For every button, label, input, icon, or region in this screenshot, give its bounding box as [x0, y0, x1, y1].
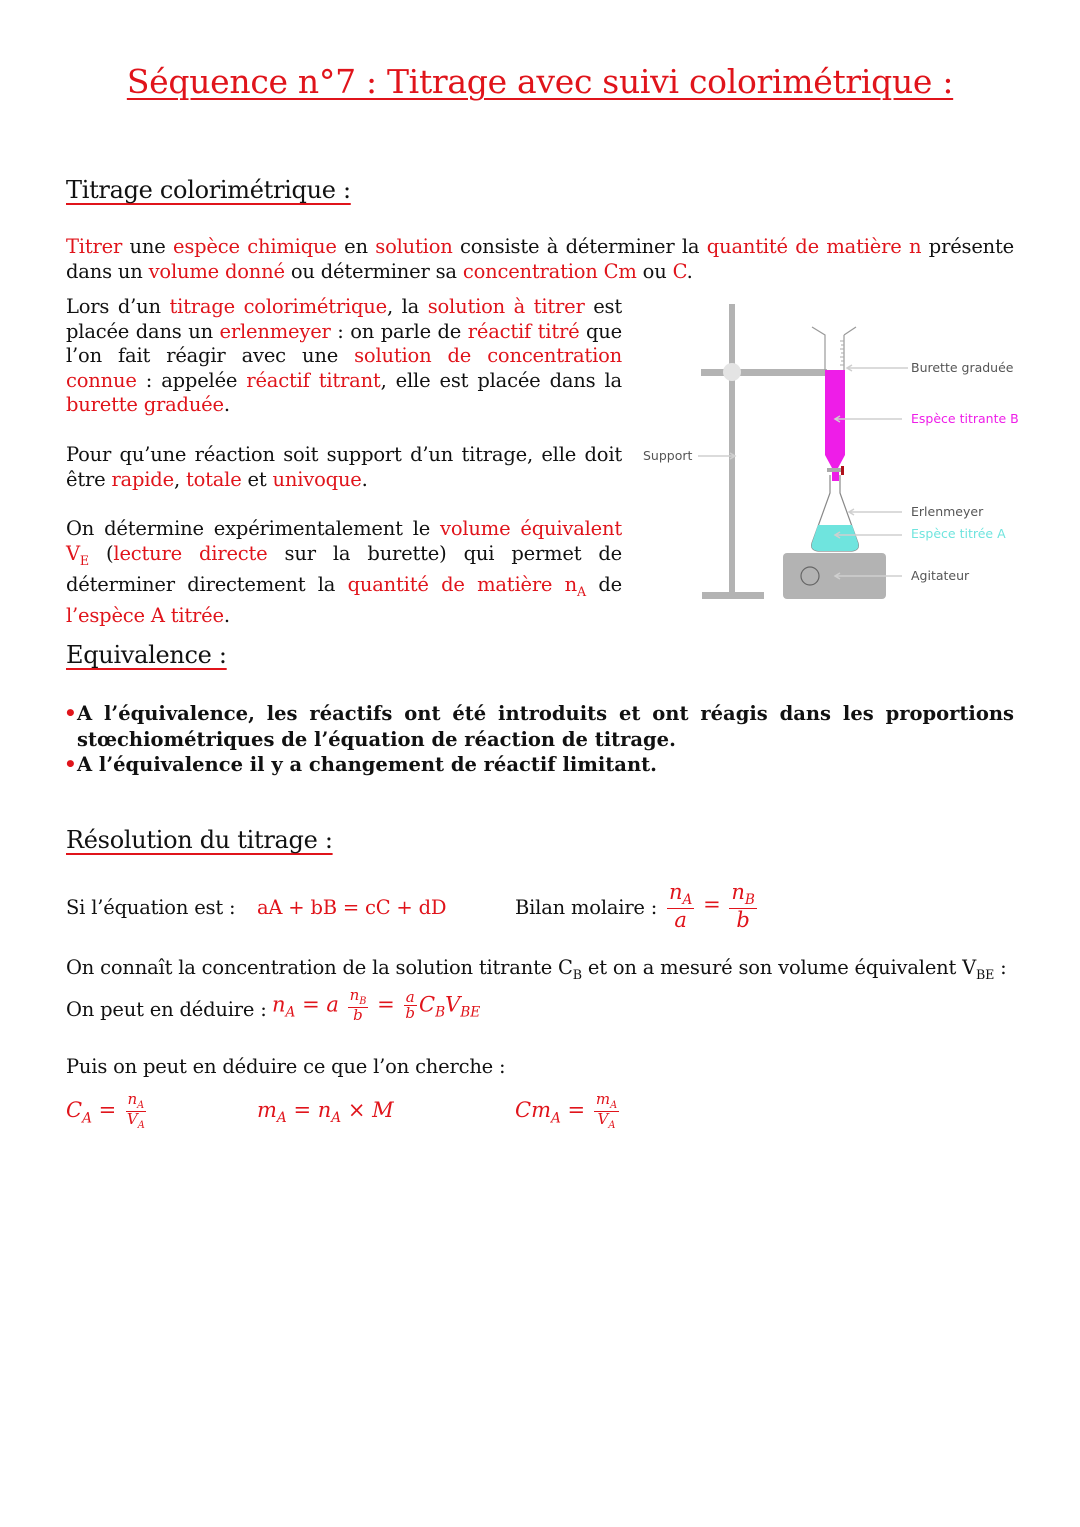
section-heading-resolution: Résolution du titrage :: [66, 826, 333, 854]
deduce-formula: $n_A = a$ $\frac{n_B}{b}$ = $\frac{a}{b}$ $C_BV_{BE}$: [272, 986, 481, 1025]
then-text: Puis on peut en déduire ce que l’on cherche :: [66, 1055, 506, 1078]
bilan-label: Bilan molaire :: [515, 896, 658, 919]
paragraph-conditions: Pour qu’une réaction soit support d’un titrage, elle doit être rapide, totale et univoque.: [66, 443, 622, 491]
section-heading-equivalence: Equivalence :: [66, 641, 227, 669]
bilan-formula: $\frac{n_A}{a}$ = $\frac{n_B}{b}$: [669, 880, 755, 932]
support-base: [702, 592, 764, 599]
known-concentration-text: On connaît la concentration de la solution titrante $C_B$ et on a mesuré son volume équivalent $V_{BE}$ :: [66, 956, 1007, 982]
clamp-knob: [723, 363, 741, 381]
bullet-icon: •: [64, 701, 77, 725]
support-rod: [729, 304, 735, 596]
deduce-label: On peut en déduire :: [66, 998, 267, 1021]
titration-setup-illustration: [640, 295, 1040, 610]
equivalence-bullets: [64, 701, 1014, 778]
titration-diagram: [640, 295, 1040, 610]
paragraph-volume-equivalent: On détermine expérimentalement le volume équivalent $V_E$ (lecture directe sur la burette) qui permet de déterminer directement la quantité de matière $n_A$ de l’espèce A titrée.: [66, 517, 623, 628]
section-heading-titrage: Titrage colorimétrique :: [66, 176, 351, 204]
formula-cma: $Cm_A$ = $\frac{m_A}{V_A}$: [515, 1090, 618, 1132]
label-espece-titree: Espèce titrée A: [911, 526, 1006, 541]
bullet-text: A l’équivalence il y a changement de réactif limitant.: [77, 753, 657, 776]
label-burette: Burette graduée: [911, 360, 1014, 375]
label-espece-titrante: Espèce titrante B: [911, 411, 1019, 426]
stopcock-handle: [841, 466, 844, 475]
page-title: Séquence n°7 : Titrage avec suivi colorimétrique :: [126, 62, 954, 101]
formula-ca: $C_A$ = $\frac{n_A}{V_A}$: [66, 1090, 145, 1132]
paragraph-titrage-colorimetrique: Lors d’un titrage colorimétrique, la solution à titrer est placée dans un erlenmeyer : on parle de réactif titré que l’on fait réagir avec une solution de concentration connue : appelée réactif titrant, elle est placée dans la burette graduée.: [66, 295, 623, 416]
formula-ma: $m_A = n_A \times M$: [257, 1098, 394, 1127]
bullet-icon: •: [64, 752, 77, 776]
equation-label: Si l’équation est :: [66, 896, 236, 919]
intro-paragraph: Titrer une espèce chimique en solution consiste à déterminer la quantité de matière n présente dans un volume donné ou déterminer sa concentration Cm ou C.: [66, 235, 1015, 283]
label-agitateur: Agitateur: [911, 568, 970, 583]
label-erlenmeyer: Erlenmeyer: [911, 504, 984, 519]
reaction-equation: aA + bB = cC + dD: [257, 896, 447, 919]
clamp-arm: [701, 369, 827, 376]
bullet-item: [64, 752, 1014, 778]
label-support: Support: [643, 448, 693, 463]
bullet-text: A l’équivalence, les réactifs ont été introduits et ont réagis dans les proportions stœchiométriques de l’équation de réaction de titrage.: [77, 702, 1014, 751]
bullet-item: [64, 701, 1014, 752]
titrated-liquid: [812, 525, 859, 551]
